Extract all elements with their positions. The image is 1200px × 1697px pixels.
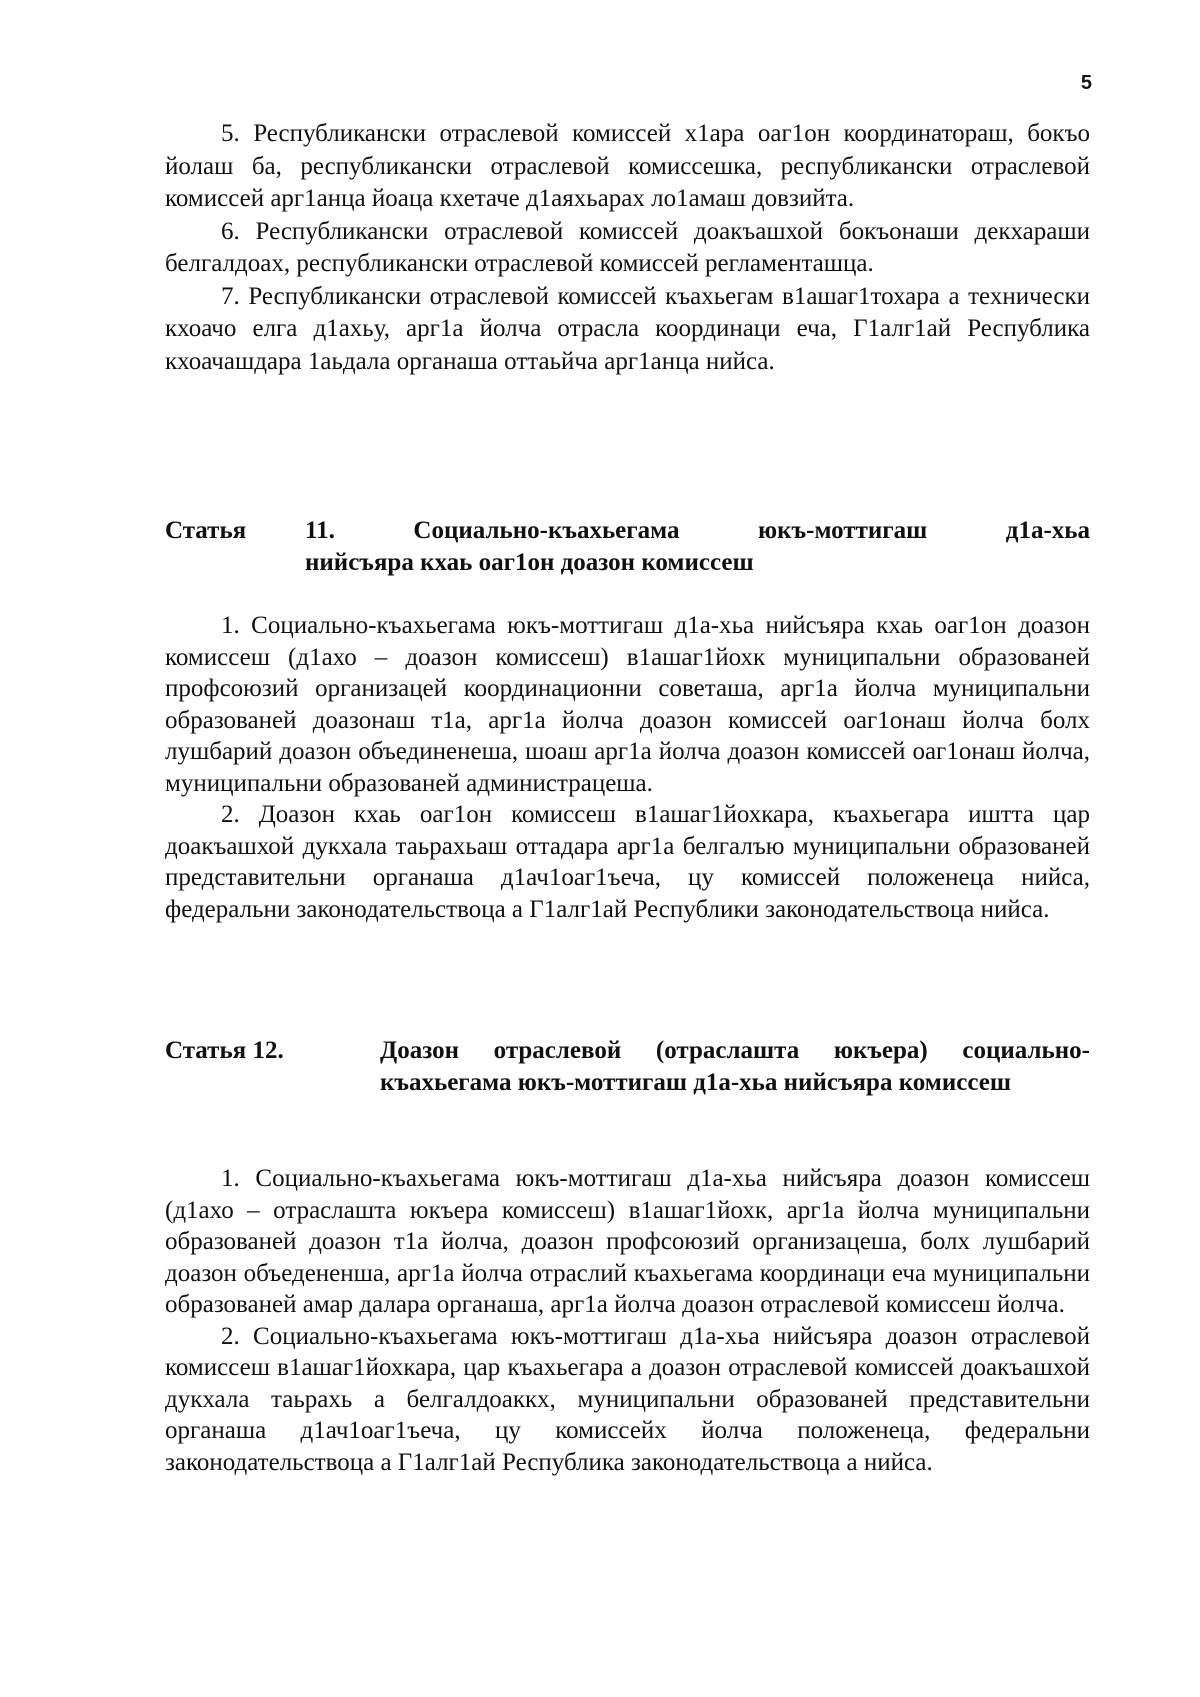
page-number: 5	[1080, 72, 1092, 94]
article-11-paragraph-2: 2. Доазон кхаь оаг1он комиссеш в1ашаг1йохкара, къахьегара иштта цар доакъашхой дукхала таьрахьаш оттадара арг1а белгалъю муниципальни образованей представительни органаша д1ач1оаг1ъеча, цу комиссей положенеца нийса, федеральни законодательствоца а Г1алг1ай Республики законодательствоца нийса.	[165, 801, 1090, 923]
article-11-label: Статья	[165, 517, 247, 544]
article-11-heading	[165, 515, 1090, 579]
article-12-label: Статья 12.	[165, 1037, 284, 1064]
article-11-title	[305, 515, 1090, 579]
article-11-body	[165, 610, 1090, 925]
article-11-title-line1: 11. Социально-къахьегама юкъ-моттигаш д1а-хьа	[305, 517, 1090, 544]
article-12-title: Доазон отраслевой (отраслашта юкъера) социально-къахьегама юкъ-моттигаш д1а-хьа нийсъяра комиссеш	[380, 1037, 1090, 1096]
paragraph-6: 6. Республикански отраслевой комиссей доакъашхой бокъонаши декхараши белгалдоах, республикански отраслевой комиссей регламенташца.	[165, 217, 1090, 277]
article-11-title-line2: нийсъяра кхаь оаг1он доазон комиссеш	[305, 549, 754, 576]
article-12-paragraph-2: 2. Социально-къахьегама юкъ-моттигаш д1а-хьа нийсъяра доазон отраслевой комиссеш в1ашаг1йохкара, цар къахьегара а доазон отраслевой комиссей доакъашхой дукхала таьрахь а белгалдоаккх, муниципальни образованей представительни органаша д1ач1оаг1ъеча, цу комиссейх йолча положенеца, федеральни законодательствоца а Г1алг1ай Республика законодательствоца а нийса.	[165, 1322, 1090, 1476]
article-12-heading	[165, 1035, 1090, 1099]
article-12-body	[165, 1163, 1090, 1478]
article-11-paragraph-1: 1. Социально-къахьегама юкъ-моттигаш д1а-хьа нийсъяра кхаь оаг1он доазон комиссеш (д1ахо – доазон комиссеш) в1ашаг1йохк муниципальни образованей профсоюзий организацей координационни советаша, арг1а йолча муниципальни образованей доазонаш т1а, арг1а йолча доазон комиссей оаг1онаш йолча болх лушбарий доазон объединенеша, шоаш арг1а йолча доазон комиссей оаг1онаш йолча, муниципальни образованей администрацеша.	[165, 612, 1090, 797]
paragraph-7: 7. Республикански отраслевой комиссей къахьегам в1ашаг1тохара а технически кхоачо елга д1ахьу, арг1а йолча отрасла координаци еча, Г1алг1ай Республика кхоачашдара 1аьдала органаша оттаьйча арг1анца нийса.	[165, 282, 1090, 375]
article-12-paragraph-1: 1. Социально-къахьегама юкъ-моттигаш д1а-хьа нийсъяра доазон комиссеш (д1ахо – отраслашта юкъера комиссеш) в1ашаг1йохк, арг1а йолча муниципальни образованей доазон т1а йолча, доазон профсоюзий организацеша, болх лушбарий доазон объедененша, арг1а йолча отраслий къахьегама координаци еча муниципальни образованей амар далара органаша, арг1а йолча доазон отраслевой комиссеш йолча.	[165, 1165, 1090, 1318]
intro-section	[165, 118, 1090, 378]
paragraph-5: 5. Республикански отраслевой комиссей х1ара оаг1он координатораш, бокъо йолаш ба, республикански отраслевой комиссешка, республикански отраслевой комиссей арг1анца йоаца кхетаче д1аяхьарах ло1амаш довзийта.	[165, 120, 1090, 212]
